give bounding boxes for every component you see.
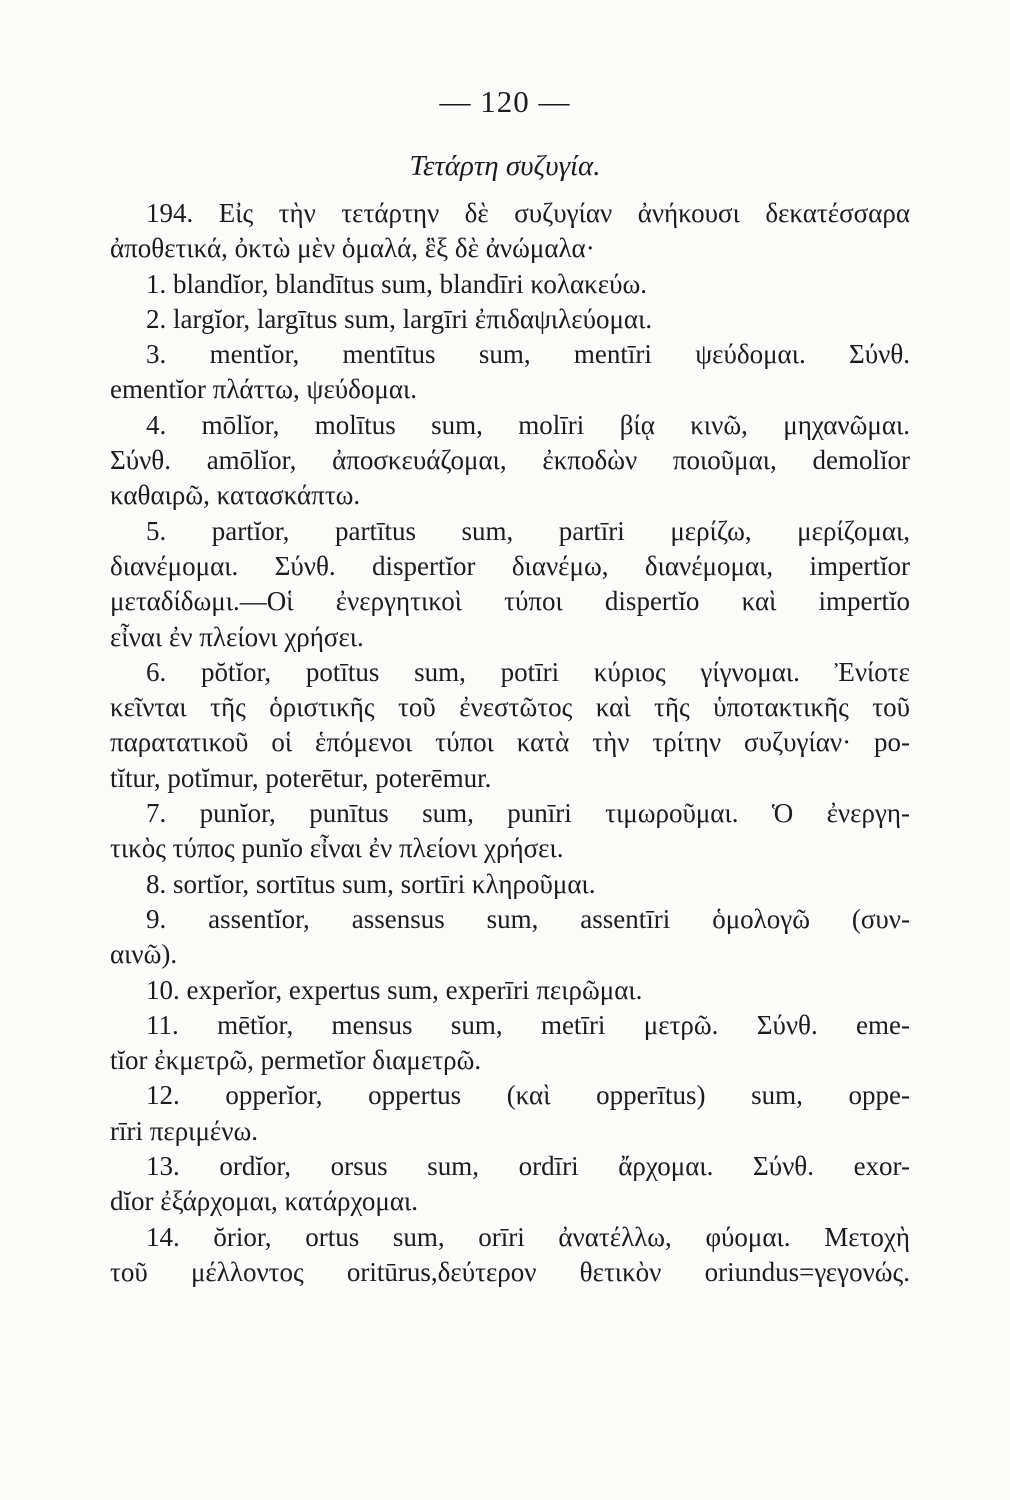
text-line: 11. mētĭor, mensus sum, metīri μετρῶ. Σύνθ. eme- — [146, 1009, 910, 1040]
text-line: tĭtur, potĭmur, poterētur, poterēmur. — [110, 762, 492, 793]
text-line: 14. ŏrior, ortus sum, orīri ἀνατέλλω, φύομαι. Μετοχὴ — [146, 1221, 910, 1252]
text-line: κεῖνται τῆς ὁριστικῆς τοῦ ἐνεστῶτος καὶ τῆς ὑποτακτικῆς τοῦ — [110, 692, 910, 723]
text-line: παρατατικοῦ οἱ ἑπόμενοι τύποι κατὰ τὴν τρίτην συζυγίαν· po- — [110, 727, 910, 758]
text-line: 12. opperĭor, oppertus (καὶ opperītus) sum, oppe- — [146, 1080, 910, 1111]
text-line: 5. partĭor, partītus sum, partīri μερίζω, μερίζομαι, — [146, 515, 910, 546]
text-line: Σύνθ. amōlĭor, ἀποσκευάζομαι, ἐκποδὼν ποιοῦμαι, demolĭor — [110, 445, 910, 476]
text-line: tĭor ἐκμετρῶ, permetĭor διαμετρῶ. — [110, 1045, 482, 1076]
text-line: 7. punĭor, punītus sum, punīri τιμωροῦμαι. Ὁ ἐνεργη- — [146, 798, 910, 829]
text-line: 13. ordĭor, orsus sum, ordīri ἄρχομαι. Σύνθ. exor- — [146, 1151, 910, 1182]
section-title: Τετάρτη συζυγία. — [409, 150, 601, 182]
page-number: — 120 — — [439, 84, 571, 119]
text-line: 9. assentĭor, assensus sum, assentīri ὁμολογῶ (συν- — [146, 903, 910, 934]
text-line: 4. mōlĭor, molītus sum, molīri βίᾳ κινῶ, μηχανῶμαι. — [146, 409, 910, 440]
body-text — [110, 196, 910, 1290]
text-line: 1. blandĭor, blandītus sum, blandīri κολακεύω. — [146, 268, 647, 299]
text-line: 3. mentĭor, mentītus sum, mentīri ψεύδομαι. Σύνθ. — [146, 339, 910, 370]
text-line: εἶναι ἐν πλείονι χρήσει. — [110, 621, 364, 652]
text-line: ἀποθετικά, ὀκτὼ μὲν ὁμαλά, ἓξ δὲ ἀνώμαλα· — [110, 233, 595, 264]
text-line: τοῦ μέλλοντος oritūrus,δεύτερον θετικὸν oriundus=γεγονώς. — [110, 1256, 910, 1287]
text-line: μεταδίδωμι.—Οἱ ἐνεργητικοὶ τύποι dispertĭo καὶ impertĭo — [110, 586, 910, 617]
text-line: dĭor ἐξάρχομαι, κατάρχομαι. — [110, 1186, 419, 1217]
text-line: 6. pŏtĭor, potītus sum, potīri κύριος γίγνομαι. Ἐνίοτε — [146, 656, 910, 687]
text-line: διανέμομαι. Σύνθ. dispertĭor διανέμω, διανέμομαι, impertĭor — [110, 550, 910, 581]
text-line: rīri περιμένω. — [110, 1115, 258, 1146]
text-line: 10. experĭor, expertus sum, experīri πειρῶμαι. — [146, 974, 643, 1005]
text-line: 2. largĭor, largītus sum, largīri ἐπιδαψιλεύομαι. — [146, 303, 653, 334]
text-line: αινῶ). — [110, 939, 178, 970]
text-line: 194. Εἰς τὴν τετάρτην δὲ συζυγίαν ἀνήκουσι δεκατέσσαρα — [146, 198, 910, 228]
text-line: ementĭor πλάττω, ψεύδομαι. — [110, 374, 418, 405]
text-line: καθαιρῶ, κατασκάπτω. — [110, 480, 361, 511]
text-line: τικὸς τύπος punĭo εἶναι ἐν πλείονι χρήσει. — [110, 833, 564, 864]
text-line: 8. sortĭor, sortītus sum, sortīri κληροῦμαι. — [146, 868, 596, 899]
